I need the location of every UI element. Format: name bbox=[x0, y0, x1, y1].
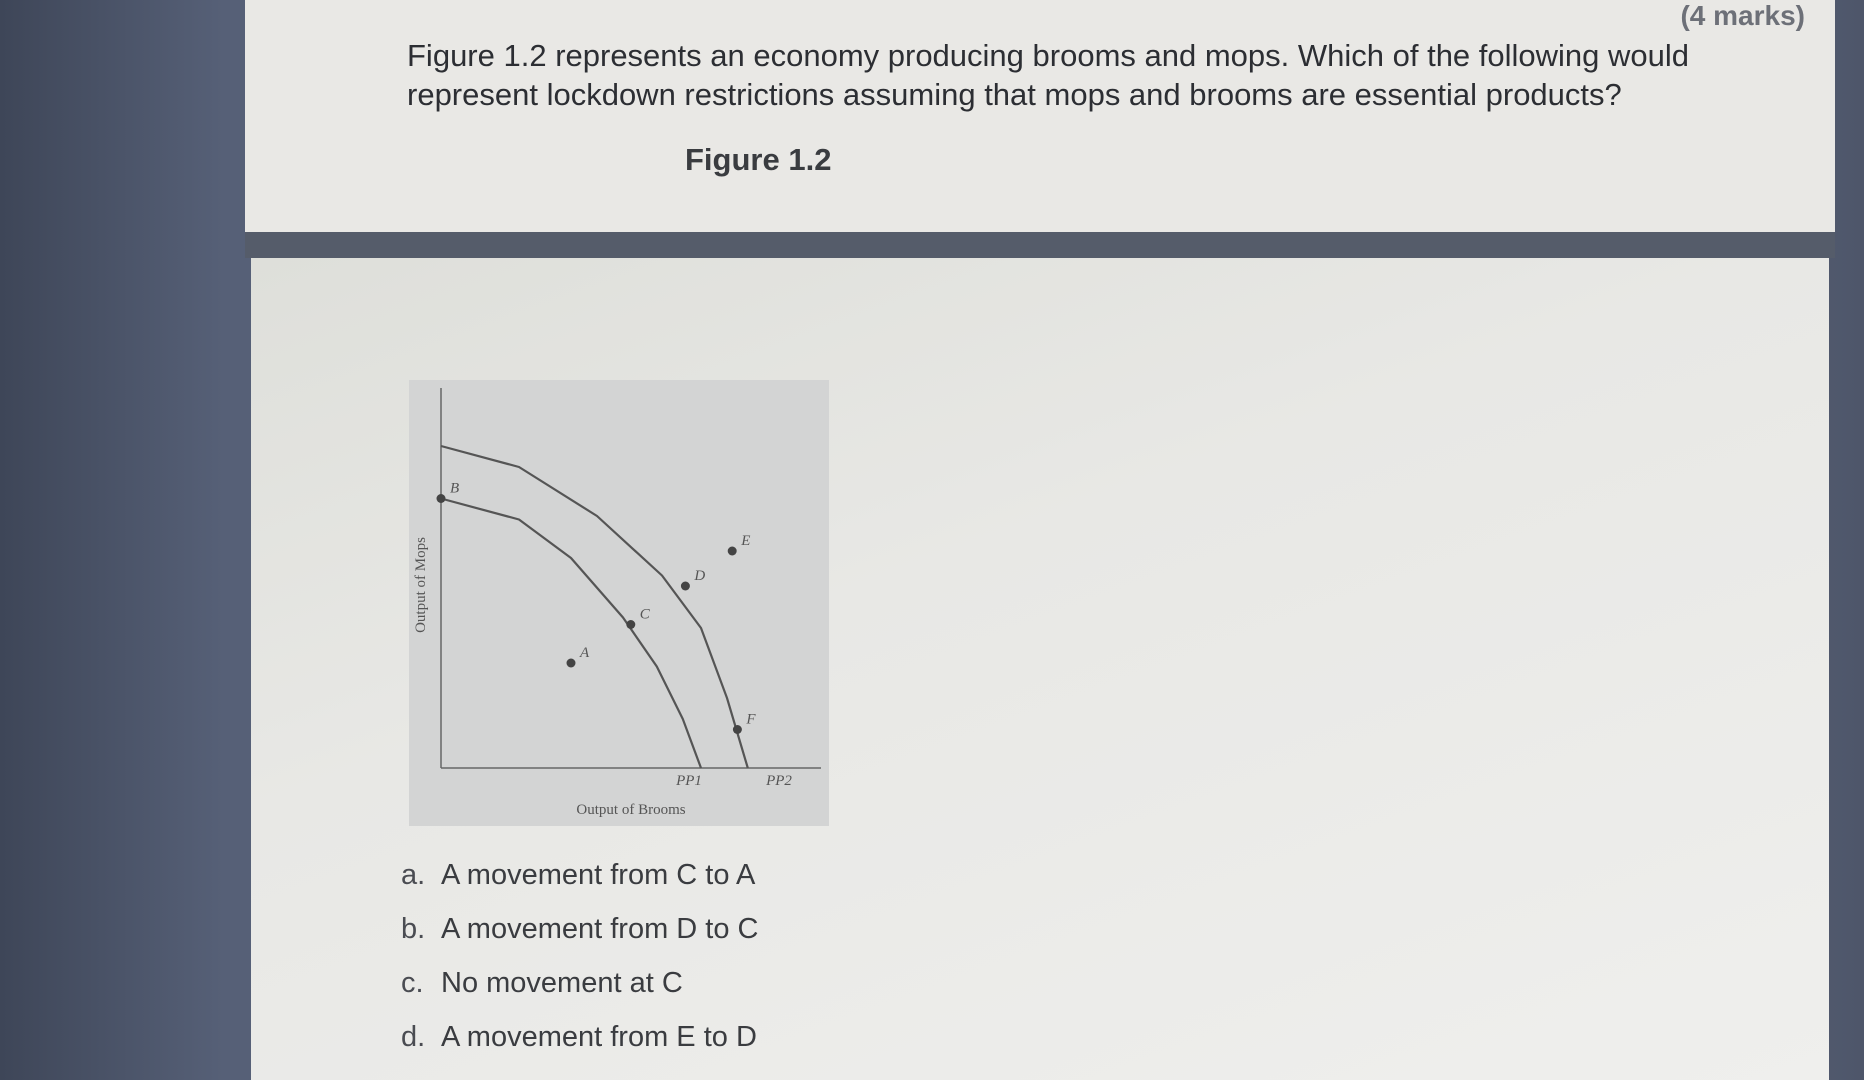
x-axis-label: Output of Brooms bbox=[576, 802, 686, 818]
points-layer bbox=[437, 481, 757, 735]
point-b bbox=[437, 494, 446, 503]
point-label-f: F bbox=[746, 711, 756, 728]
point-label-a: A bbox=[580, 645, 590, 661]
option-letter: b. bbox=[401, 912, 426, 945]
point-label-d: D bbox=[694, 568, 706, 584]
ppf-chart bbox=[409, 380, 829, 826]
question-panel bbox=[245, 0, 1835, 232]
figure-title: Figure 1.2 bbox=[685, 142, 832, 177]
option-a[interactable] bbox=[401, 848, 759, 902]
point-d bbox=[681, 582, 690, 591]
option-letter: d. bbox=[401, 1020, 426, 1053]
option-text: A movement from E to D bbox=[441, 1020, 757, 1053]
point-label-b: B bbox=[450, 480, 460, 497]
curve-label-pp2: PP2 bbox=[766, 773, 792, 789]
point-e bbox=[728, 547, 737, 556]
point-label-e: E bbox=[741, 533, 751, 549]
divider-bar bbox=[245, 232, 1835, 258]
answer-options bbox=[401, 848, 759, 1064]
curve-pp1 bbox=[441, 499, 701, 769]
option-b[interactable] bbox=[401, 902, 759, 956]
point-c bbox=[626, 620, 635, 629]
option-text: A movement from D to C bbox=[441, 912, 759, 945]
point-a bbox=[567, 659, 576, 668]
answer-panel bbox=[251, 258, 1829, 1080]
question-text: Figure 1.2 represents an economy producing brooms and mops. Which of the following would represent lockdown restrictions assuming that mops and brooms are essential products? bbox=[407, 38, 1690, 112]
figure-chart bbox=[409, 380, 829, 826]
option-letter: c. bbox=[401, 966, 424, 999]
point-f bbox=[733, 725, 742, 734]
option-letter: a. bbox=[401, 858, 426, 891]
option-d[interactable] bbox=[401, 1010, 759, 1064]
option-text: A movement from C to A bbox=[441, 858, 756, 891]
point-label-c: C bbox=[639, 606, 650, 623]
curve-pp2 bbox=[441, 446, 751, 768]
option-c[interactable] bbox=[401, 956, 759, 1010]
series-layer bbox=[441, 446, 751, 768]
y-axis-label: Output of Mops bbox=[413, 537, 429, 633]
curve-label-pp1: PP1 bbox=[676, 773, 702, 789]
option-text: No movement at C bbox=[441, 966, 683, 999]
marks-label: (4 marks) bbox=[1680, 0, 1805, 31]
